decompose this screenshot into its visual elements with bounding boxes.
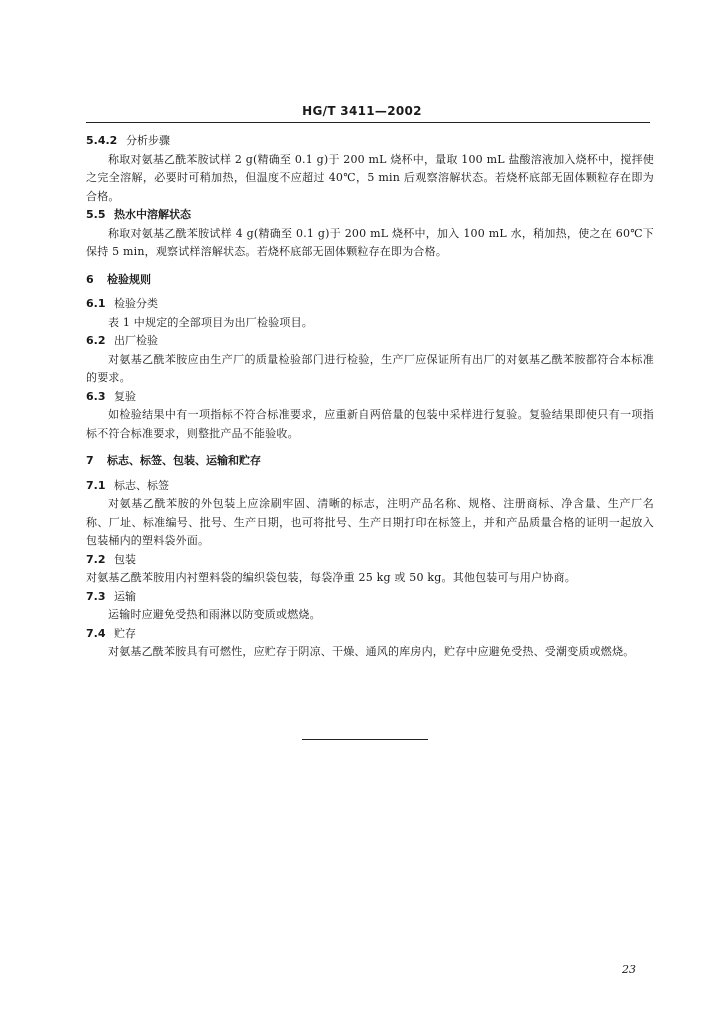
section-paragraph: 如检验结果中有一项指标不符合标准要求，应重新自两倍量的包装中采样进行复验。复验结果即使只有一项指标不符合标准要求，则整批产品不能验收。 bbox=[86, 408, 654, 440]
section-heading-7-3 bbox=[86, 588, 654, 607]
section-heading-7-2 bbox=[86, 551, 654, 570]
section-heading-6-3 bbox=[86, 388, 654, 407]
section-number: 5.5 bbox=[86, 208, 106, 221]
section-number: 6.1 bbox=[86, 297, 106, 310]
chapter-number: 6 bbox=[86, 272, 94, 286]
chapter-number: 7 bbox=[86, 454, 94, 467]
chapter-heading-6 bbox=[86, 271, 654, 290]
section-paragraph: 称取对氨基乙酰苯胺试样 4 g(精确至 0.1 g)于 200 mL 烧杯中，加入 100 mL 水，稍加热，使之在 60℃下保持 5 min，观察试样溶解状态。若烧杯底部无固体颗粒存在即为合格。 bbox=[86, 226, 654, 258]
section-number: 7.1 bbox=[86, 478, 106, 492]
section-number: 5.4.2 bbox=[86, 134, 118, 147]
section-number: 6.3 bbox=[86, 389, 106, 403]
standard-code-header: HG/T 3411—2002 bbox=[302, 104, 422, 118]
header-rule bbox=[86, 122, 650, 123]
section-heading-6-1 bbox=[86, 295, 654, 314]
chapter-title: 标志、标签、包装、运输和贮存 bbox=[107, 454, 261, 467]
section-paragraph: 称取对氨基乙酰苯胺试样 2 g(精确至 0.1 g)于 200 mL 烧杯中，量取 100 mL 盐酸溶液加入烧杯中，搅拌使之完全溶解，必要时可稍加热，但温度不应超过 40℃，5 min 后观察溶解状态。若烧杯底部无固体颗粒存在即为合格。 bbox=[86, 152, 654, 203]
document-body bbox=[86, 132, 654, 662]
section-number: 7.4 bbox=[86, 626, 106, 640]
section-title: 分析步骤 bbox=[126, 134, 170, 147]
section-title: 出厂检验 bbox=[114, 334, 158, 347]
section-paragraph: 运输时应避免受热和雨淋以防变质或燃烧。 bbox=[108, 608, 321, 621]
section-number: 7.2 bbox=[86, 552, 106, 566]
section-heading-5-5 bbox=[86, 206, 654, 225]
section-heading-7-4 bbox=[86, 625, 654, 644]
section-heading-6-2 bbox=[86, 332, 654, 351]
section-title: 检验分类 bbox=[114, 297, 158, 310]
chapter-heading-7 bbox=[86, 452, 654, 471]
section-paragraph: 对氨基乙酰苯胺的外包装上应涂刷牢固、清晰的标志，注明产品名称、规格、注册商标、净含量、生产厂名称、厂址、标准编号、批号、生产日期，也可将批号、生产日期打印在标签上，并和产品质量合格的证明一起放入包装桶内的塑料袋外面。 bbox=[86, 497, 654, 547]
section-paragraph: 对氨基乙酰苯胺具有可燃性，应贮存于阴凉、干燥、通风的库房内，贮存中应避免受热、受潮变质或燃烧。 bbox=[108, 645, 635, 658]
section-number: 7.3 bbox=[86, 589, 106, 603]
section-title: 复验 bbox=[114, 389, 136, 403]
section-paragraph: 对氨基乙酰苯胺应由生产厂的质量检验部门进行检验，生产厂应保证所有出厂的对氨基乙酰苯胺都符合本标准的要求。 bbox=[86, 352, 654, 384]
section-heading-7-1 bbox=[86, 477, 654, 496]
section-title: 热水中溶解状态 bbox=[114, 208, 191, 221]
section-number: 6.2 bbox=[86, 334, 106, 347]
section-paragraph: 表 1 中规定的全部项目为出厂检验项目。 bbox=[108, 315, 313, 329]
chapter-title: 检验规则 bbox=[107, 272, 151, 286]
end-of-document-rule bbox=[302, 739, 428, 740]
section-title: 标志、标签 bbox=[114, 478, 169, 492]
section-title: 包装 bbox=[114, 552, 136, 566]
section-heading-5-4-2 bbox=[86, 132, 654, 151]
section-paragraph: 对氨基乙酰苯胺用内衬塑料袋的编织袋包装，每袋净重 25 kg 或 50 kg。其他包装可与用户协商。 bbox=[86, 571, 576, 584]
section-title: 运输 bbox=[114, 589, 136, 603]
page-number: 23 bbox=[622, 963, 636, 976]
section-title: 贮存 bbox=[114, 626, 136, 640]
